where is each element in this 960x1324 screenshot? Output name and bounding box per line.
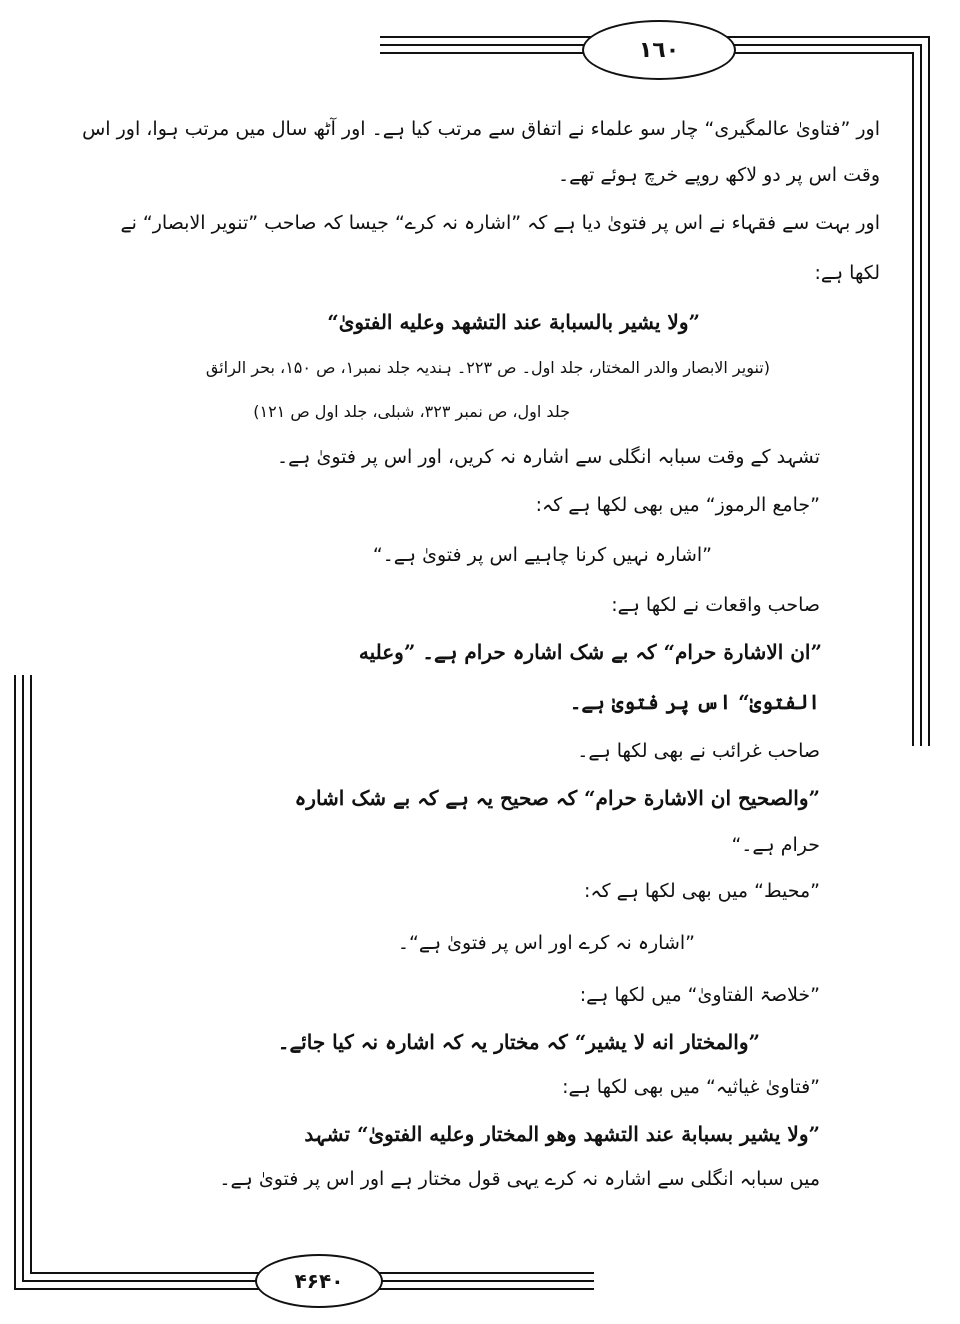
text-line: حرام ہے۔“ [731,834,820,856]
page-number-top: ١٦٠ [582,20,736,80]
frame-right-line-inner [912,52,914,746]
arabic-quote: ”ولا يشير بالسبابة عند التشهد وعليه الفتوىٰ“ [327,310,700,334]
text-line: میں سبابہ انگلی سے اشارہ نہ کرے یہی قول مختار ہے اور اس پر فتویٰ ہے۔ [219,1168,820,1190]
text-line: وقت اس پر دو لاکھ روپے خرچ ہوئے تھے۔ [558,164,880,186]
text-line: ”محیط“ میں بھی لکھا ہے کہ: [583,880,820,902]
frame-left-line-outer [14,675,16,1290]
reference-line: جلد اول، ص نمبر ٣٢٣، شبلی، جلد اول ص ١٢١) [253,402,570,421]
text-line: صاحب غرائب نے بھی لکھا ہے۔ [577,740,820,762]
text-line: ”اشارہ نہیں کرنا چاہیے اس پر فتویٰ ہے۔“ [372,544,712,566]
arabic-quote: ”والصحيح ان الاشارة حرام“ کہ صحیح یہ ہے کہ بے شک اشارہ [294,786,820,810]
text-line: ”فتاویٰ غیاثیہ“ میں بھی لکھا ہے: [562,1076,820,1098]
arabic-quote: الفتوىٰ“ اس پر فتویٰ ہے۔ [569,690,820,714]
text-line: ”خلاصۃ الفتاویٰ“ میں لکھا ہے: [579,984,820,1006]
frame-left-line-middle [22,675,24,1282]
frame-left-line-inner [30,675,32,1274]
frame-right-line-middle [920,44,922,746]
arabic-quote: ”ان الاشارة حرام“ کہ بے شک اشارہ حرام ہے۔ ”وعليه [358,640,822,664]
text-line: تشہد کے وقت سبابہ انگلی سے اشارہ نہ کریں، اور اس پر فتویٰ ہے۔ [277,446,820,468]
page-number-bottom: ۴۶۴٠ [255,1254,383,1308]
text-line: لکھا ہے: [814,262,880,284]
frame-right-line-outer [928,36,930,746]
text-line: صاحب واقعات نے لکھا ہے: [611,594,820,616]
arabic-quote: ”والمختار انه لا يشير“ کہ مختار یہ کہ اشارہ نہ کیا جائے۔ [277,1030,760,1054]
text-line: اور ”فتاویٰ عالمگیری“ چار سو علماء نے اتفاق سے مرتب کیا ہے۔ اور آٹھ سال میں مرتب ہوا، اور اس [82,118,880,140]
arabic-quote: ”ولا يشير بسبابة عند التشهد وهو المختار وعليه الفتوىٰ“ تشہد [304,1122,820,1146]
reference-line: (تنویر الابصار والدر المختار، جلد اول۔ ص ٢٢٣۔ ہندیہ جلد نمبر١، ص ١۵٠، بحر الرائق [205,358,770,377]
text-line: اور بہت سے فقہاء نے اس پر فتویٰ دیا ہے کہ ”اشارہ نہ کرے“ جیسا کہ صاحب ”تنویر الابصار“ نے [120,212,880,234]
text-line: ”اشارہ نہ کرے اور اس پر فتویٰ ہے“۔ [397,932,695,954]
text-line: ”جامع الرموز“ میں بھی لکھا ہے کہ: [535,494,820,516]
